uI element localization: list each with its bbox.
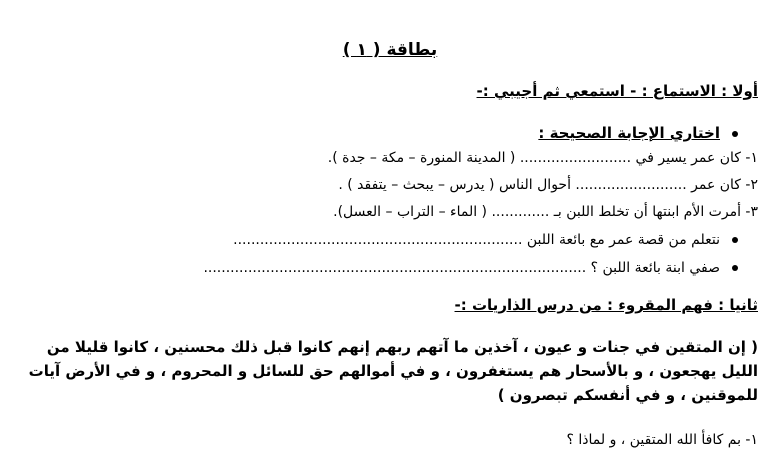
bullet-icon [732,237,738,243]
bullet-item-2 [203,260,738,276]
card-title [0,40,780,60]
question-item-2: ٢- كان عمر ......................... أحوال الناس ( يدرس – يبحث – يتفقد ) . [338,177,758,193]
question-item-3: ٣- أمرت الأم ابنتها أن تخلط اللبن بـ ............. ( الماء – التراب – العسل). [333,204,758,220]
bullet-item-text: نتعلم من قصة عمر مع بائعة اللبن ................................................................. [233,232,720,248]
choose-heading-row [538,124,738,142]
section1-heading: أولا : الاستماع : - استمعي ثم أجيبي :- [476,82,758,100]
question-item-1: ١- كان عمر يسير في ......................... ( المدينة المنورة – مكة – جدة ). [327,150,758,166]
choose-heading: اختاري الإجابة الصحيحة : [538,124,720,142]
section2-heading: ثانيا : فهم المقروء : من درس الذاريات :- [454,296,758,314]
bullet-item-text: صفي ابنة بائعة اللبن ؟ ...................................................................................... [203,260,720,276]
bullet-icon [732,265,738,271]
card-title-text: بطاقة ( ١ ) [342,40,438,60]
bullet-icon [732,131,738,137]
comprehension-question-1: ١- بم كافأ الله المتقين ، و لماذا ؟ [566,432,758,448]
verse-paragraph: ( إن المتقين في جنات و عيون ، آخذين ما آتهم ربهم إنهم كانوا قبل ذلك محسنين ، كانوا قليلا من الليل يهجعون ، و بالأسحار هم يستغفرون ، و في أموالهم حق للسائل و المحروم ، و في الأرض آيات للموقنين ، و في أنفسكم تبصرون ) [28,338,758,404]
bullet-item-1 [233,232,738,248]
